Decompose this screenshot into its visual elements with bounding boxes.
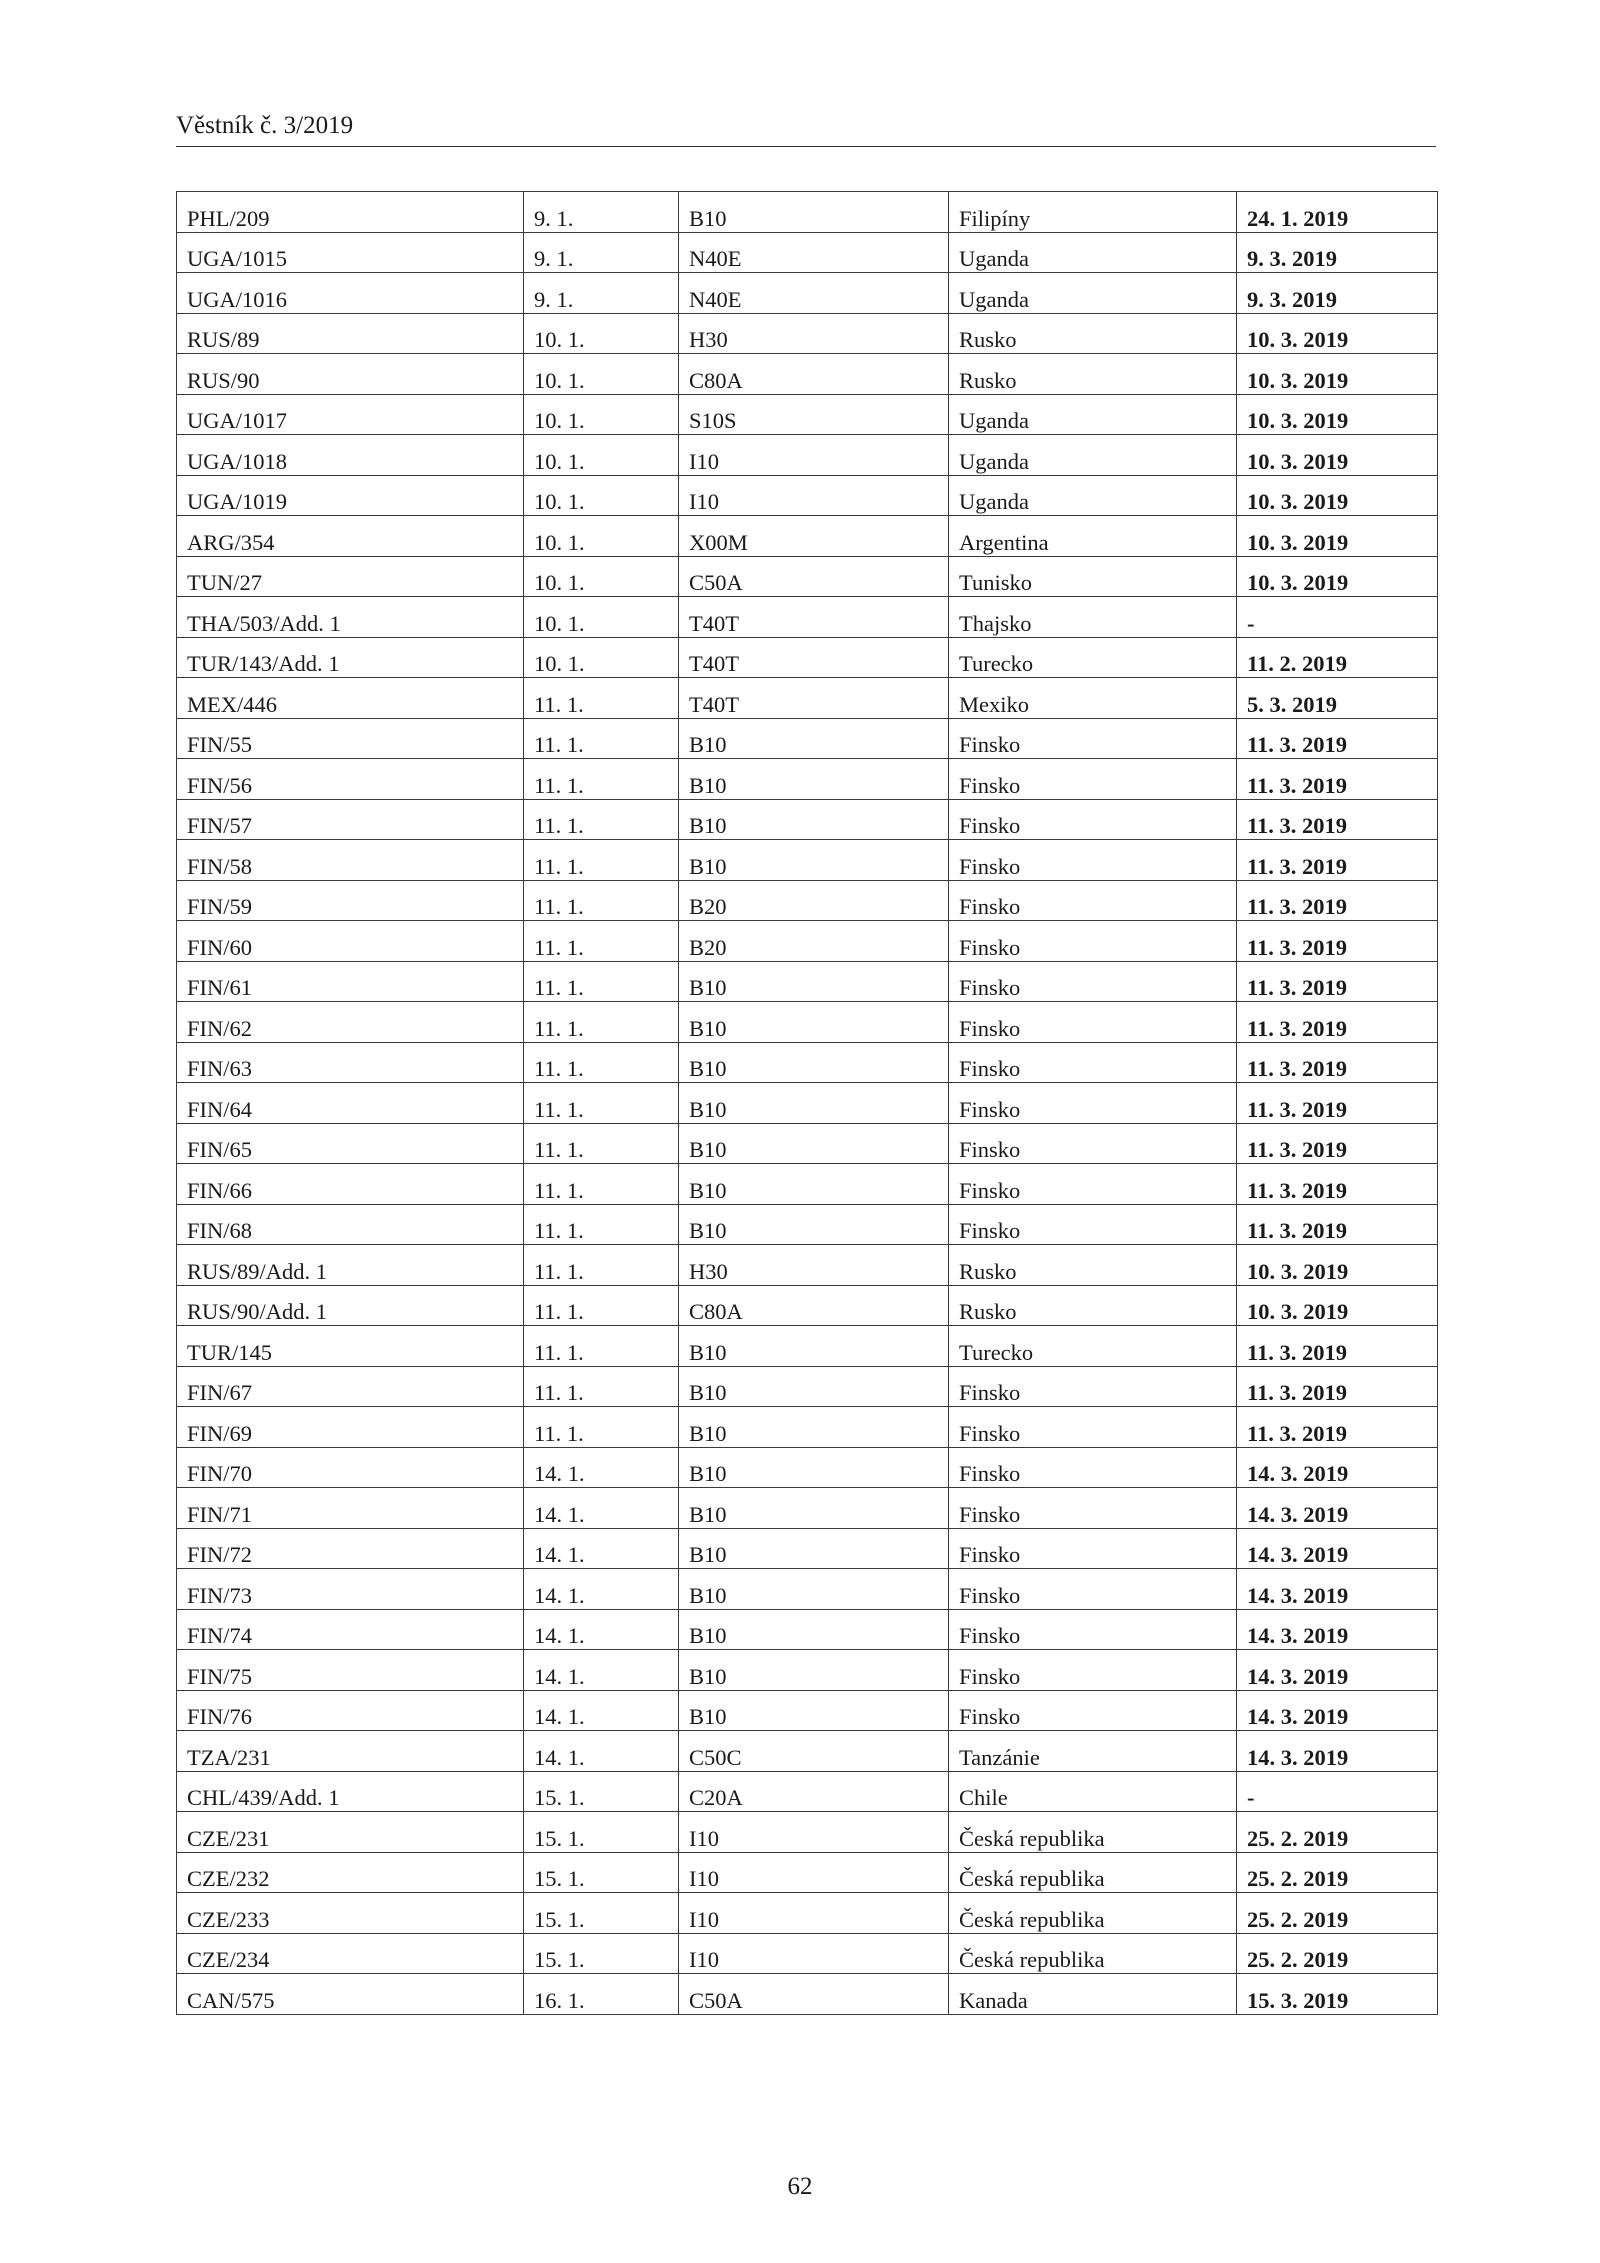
cell-code: UGA/1016 (177, 273, 524, 314)
cell-category: B10 (679, 718, 949, 759)
cell-code: TUR/145 (177, 1326, 524, 1367)
cell-country: Finsko (949, 1204, 1237, 1245)
table-row (177, 1245, 1438, 1286)
table-row (177, 799, 1438, 840)
cell-deadline: 11. 3. 2019 (1237, 840, 1438, 881)
table-row (177, 880, 1438, 921)
cell-deadline: 10. 3. 2019 (1237, 394, 1438, 435)
cell-code: FIN/69 (177, 1407, 524, 1448)
cell-category: T40T (679, 597, 949, 638)
cell-date: 11. 1. (524, 961, 679, 1002)
cell-deadline: 11. 3. 2019 (1237, 1164, 1438, 1205)
cell-deadline: 10. 3. 2019 (1237, 354, 1438, 395)
cell-code: FIN/64 (177, 1083, 524, 1124)
cell-code: UGA/1015 (177, 232, 524, 273)
cell-country: Finsko (949, 1123, 1237, 1164)
cell-category: H30 (679, 1245, 949, 1286)
table-row (177, 475, 1438, 516)
cell-deadline: 11. 3. 2019 (1237, 961, 1438, 1002)
cell-code: FIN/66 (177, 1164, 524, 1205)
cell-date: 11. 1. (524, 678, 679, 719)
cell-date: 11. 1. (524, 799, 679, 840)
cell-date: 10. 1. (524, 435, 679, 476)
cell-code: RUS/90 (177, 354, 524, 395)
cell-category: B10 (679, 1164, 949, 1205)
table-row (177, 313, 1438, 354)
cell-deadline: - (1237, 1771, 1438, 1812)
cell-country: Uganda (949, 232, 1237, 273)
cell-code: FIN/75 (177, 1650, 524, 1691)
cell-country: Tunisko (949, 556, 1237, 597)
cell-category: S10S (679, 394, 949, 435)
cell-code: THA/503/Add. 1 (177, 597, 524, 638)
table-row (177, 921, 1438, 962)
cell-date: 10. 1. (524, 475, 679, 516)
cell-deadline: 11. 2. 2019 (1237, 637, 1438, 678)
cell-country: Finsko (949, 1488, 1237, 1529)
cell-category: B10 (679, 759, 949, 800)
cell-country: Rusko (949, 1245, 1237, 1286)
table-row (177, 1731, 1438, 1772)
cell-date: 10. 1. (524, 313, 679, 354)
cell-country: Finsko (949, 799, 1237, 840)
cell-code: TUR/143/Add. 1 (177, 637, 524, 678)
page-header (176, 112, 1436, 147)
cell-deadline: - (1237, 597, 1438, 638)
cell-country: Turecko (949, 1326, 1237, 1367)
cell-deadline: 11. 3. 2019 (1237, 1326, 1438, 1367)
table-row (177, 516, 1438, 557)
cell-category: B10 (679, 1326, 949, 1367)
cell-country: Argentina (949, 516, 1237, 557)
table-row (177, 273, 1438, 314)
cell-category: C50C (679, 1731, 949, 1772)
cell-category: B10 (679, 1650, 949, 1691)
cell-date: 11. 1. (524, 1326, 679, 1367)
cell-date: 14. 1. (524, 1447, 679, 1488)
cell-deadline: 5. 3. 2019 (1237, 678, 1438, 719)
cell-date: 11. 1. (524, 840, 679, 881)
table-row (177, 1812, 1438, 1853)
cell-date: 9. 1. (524, 192, 679, 233)
cell-code: RUS/90/Add. 1 (177, 1285, 524, 1326)
cell-country: Filipíny (949, 192, 1237, 233)
cell-category: T40T (679, 678, 949, 719)
table-row (177, 1974, 1438, 2015)
cell-code: RUS/89 (177, 313, 524, 354)
cell-deadline: 11. 3. 2019 (1237, 1002, 1438, 1043)
cell-deadline: 10. 3. 2019 (1237, 475, 1438, 516)
cell-deadline: 14. 3. 2019 (1237, 1447, 1438, 1488)
cell-deadline: 24. 1. 2019 (1237, 192, 1438, 233)
cell-country: Finsko (949, 1690, 1237, 1731)
table-row (177, 1407, 1438, 1448)
cell-code: RUS/89/Add. 1 (177, 1245, 524, 1286)
cell-deadline: 14. 3. 2019 (1237, 1569, 1438, 1610)
cell-code: FIN/68 (177, 1204, 524, 1245)
cell-deadline: 14. 3. 2019 (1237, 1528, 1438, 1569)
cell-category: B10 (679, 840, 949, 881)
cell-code: PHL/209 (177, 192, 524, 233)
cell-deadline: 10. 3. 2019 (1237, 1285, 1438, 1326)
cell-category: B10 (679, 1447, 949, 1488)
cell-date: 10. 1. (524, 556, 679, 597)
cell-category: N40E (679, 232, 949, 273)
cell-deadline: 11. 3. 2019 (1237, 880, 1438, 921)
cell-code: FIN/56 (177, 759, 524, 800)
cell-code: FIN/74 (177, 1609, 524, 1650)
cell-category: B10 (679, 1204, 949, 1245)
cell-date: 9. 1. (524, 273, 679, 314)
cell-deadline: 10. 3. 2019 (1237, 556, 1438, 597)
cell-country: Rusko (949, 1285, 1237, 1326)
cell-country: Chile (949, 1771, 1237, 1812)
cell-country: Rusko (949, 354, 1237, 395)
cell-deadline: 10. 3. 2019 (1237, 516, 1438, 557)
table-row (177, 192, 1438, 233)
cell-country: Finsko (949, 921, 1237, 962)
cell-category: B20 (679, 921, 949, 962)
cell-date: 11. 1. (524, 759, 679, 800)
cell-category: I10 (679, 1812, 949, 1853)
cell-country: Finsko (949, 1407, 1237, 1448)
table-row (177, 1852, 1438, 1893)
cell-country: Finsko (949, 1366, 1237, 1407)
cell-date: 11. 1. (524, 1204, 679, 1245)
cell-code: FIN/55 (177, 718, 524, 759)
cell-country: Finsko (949, 759, 1237, 800)
table-row (177, 1933, 1438, 1974)
cell-deadline: 25. 2. 2019 (1237, 1893, 1438, 1934)
cell-country: Česká republika (949, 1852, 1237, 1893)
cell-country: Finsko (949, 718, 1237, 759)
cell-category: C50A (679, 1974, 949, 2015)
table-row (177, 1447, 1438, 1488)
table-body (177, 192, 1438, 2015)
cell-code: FIN/57 (177, 799, 524, 840)
cell-category: H30 (679, 313, 949, 354)
journal-title: Věstník č. 3/2019 (176, 112, 354, 139)
cell-deadline: 11. 3. 2019 (1237, 1407, 1438, 1448)
cell-country: Finsko (949, 1164, 1237, 1205)
cell-country: Finsko (949, 1650, 1237, 1691)
table-row (177, 394, 1438, 435)
cell-date: 10. 1. (524, 516, 679, 557)
table-row (177, 1042, 1438, 1083)
cell-category: I10 (679, 1933, 949, 1974)
cell-code: FIN/61 (177, 961, 524, 1002)
cell-code: CAN/575 (177, 1974, 524, 2015)
cell-country: Finsko (949, 1528, 1237, 1569)
cell-deadline: 14. 3. 2019 (1237, 1690, 1438, 1731)
cell-deadline: 11. 3. 2019 (1237, 1083, 1438, 1124)
cell-deadline: 14. 3. 2019 (1237, 1731, 1438, 1772)
cell-category: B10 (679, 1407, 949, 1448)
cell-country: Uganda (949, 475, 1237, 516)
cell-country: Finsko (949, 1002, 1237, 1043)
cell-deadline: 14. 3. 2019 (1237, 1609, 1438, 1650)
cell-date: 15. 1. (524, 1893, 679, 1934)
cell-date: 15. 1. (524, 1852, 679, 1893)
cell-code: CZE/231 (177, 1812, 524, 1853)
cell-code: FIN/63 (177, 1042, 524, 1083)
cell-date: 15. 1. (524, 1812, 679, 1853)
cell-deadline: 11. 3. 2019 (1237, 718, 1438, 759)
cell-category: B20 (679, 880, 949, 921)
cell-code: FIN/59 (177, 880, 524, 921)
cell-date: 11. 1. (524, 1164, 679, 1205)
cell-date: 10. 1. (524, 637, 679, 678)
cell-deadline: 25. 2. 2019 (1237, 1933, 1438, 1974)
cell-code: FIN/71 (177, 1488, 524, 1529)
table-row (177, 1204, 1438, 1245)
cell-deadline: 9. 3. 2019 (1237, 273, 1438, 314)
cell-date: 14. 1. (524, 1569, 679, 1610)
cell-deadline: 9. 3. 2019 (1237, 232, 1438, 273)
cell-code: ARG/354 (177, 516, 524, 557)
table-row (177, 354, 1438, 395)
cell-date: 10. 1. (524, 597, 679, 638)
cell-code: FIN/65 (177, 1123, 524, 1164)
cell-country: Mexiko (949, 678, 1237, 719)
cell-code: TUN/27 (177, 556, 524, 597)
cell-date: 11. 1. (524, 1366, 679, 1407)
cell-country: Kanada (949, 1974, 1237, 2015)
cell-code: FIN/70 (177, 1447, 524, 1488)
table-row (177, 1366, 1438, 1407)
cell-date: 14. 1. (524, 1609, 679, 1650)
cell-country: Uganda (949, 435, 1237, 476)
cell-country: Česká republika (949, 1933, 1237, 1974)
cell-deadline: 11. 3. 2019 (1237, 921, 1438, 962)
cell-code: FIN/67 (177, 1366, 524, 1407)
cell-code: CZE/232 (177, 1852, 524, 1893)
cell-date: 11. 1. (524, 1123, 679, 1164)
cell-category: C20A (679, 1771, 949, 1812)
cell-date: 10. 1. (524, 354, 679, 395)
cell-country: Finsko (949, 1569, 1237, 1610)
cell-date: 16. 1. (524, 1974, 679, 2015)
cell-deadline: 25. 2. 2019 (1237, 1852, 1438, 1893)
cell-country: Tanzánie (949, 1731, 1237, 1772)
cell-category: B10 (679, 799, 949, 840)
cell-date: 14. 1. (524, 1650, 679, 1691)
cell-country: Thajsko (949, 597, 1237, 638)
cell-date: 11. 1. (524, 921, 679, 962)
cell-country: Uganda (949, 394, 1237, 435)
cell-deadline: 25. 2. 2019 (1237, 1812, 1438, 1853)
cell-deadline: 11. 3. 2019 (1237, 1204, 1438, 1245)
table-row (177, 556, 1438, 597)
table-row (177, 961, 1438, 1002)
cell-category: I10 (679, 475, 949, 516)
cell-category: B10 (679, 1042, 949, 1083)
cell-deadline: 11. 3. 2019 (1237, 1366, 1438, 1407)
table-row (177, 1488, 1438, 1529)
cell-date: 14. 1. (524, 1528, 679, 1569)
table-row (177, 1609, 1438, 1650)
cell-country: Česká republika (949, 1812, 1237, 1853)
cell-deadline: 14. 3. 2019 (1237, 1650, 1438, 1691)
table-row (177, 435, 1438, 476)
cell-date: 11. 1. (524, 1245, 679, 1286)
cell-date: 11. 1. (524, 1407, 679, 1448)
table-row (177, 1164, 1438, 1205)
cell-deadline: 15. 3. 2019 (1237, 1974, 1438, 2015)
cell-code: CHL/439/Add. 1 (177, 1771, 524, 1812)
cell-category: I10 (679, 1893, 949, 1934)
table-row (177, 1285, 1438, 1326)
cell-category: B10 (679, 1002, 949, 1043)
cell-country: Finsko (949, 1447, 1237, 1488)
cell-code: FIN/58 (177, 840, 524, 881)
table-row (177, 232, 1438, 273)
cell-category: C50A (679, 556, 949, 597)
cell-category: B10 (679, 1609, 949, 1650)
cell-category: B10 (679, 1690, 949, 1731)
cell-code: FIN/72 (177, 1528, 524, 1569)
cell-country: Finsko (949, 840, 1237, 881)
cell-date: 14. 1. (524, 1731, 679, 1772)
cell-deadline: 11. 3. 2019 (1237, 1123, 1438, 1164)
table-row (177, 597, 1438, 638)
cell-deadline: 11. 3. 2019 (1237, 799, 1438, 840)
table-row (177, 1528, 1438, 1569)
cell-deadline: 10. 3. 2019 (1237, 313, 1438, 354)
cell-country: Finsko (949, 961, 1237, 1002)
cell-deadline: 10. 3. 2019 (1237, 1245, 1438, 1286)
notifications-table (176, 191, 1438, 2015)
cell-code: UGA/1017 (177, 394, 524, 435)
cell-code: FIN/62 (177, 1002, 524, 1043)
table-row (177, 1123, 1438, 1164)
table-row (177, 1002, 1438, 1043)
cell-category: T40T (679, 637, 949, 678)
cell-category: X00M (679, 516, 949, 557)
cell-date: 11. 1. (524, 880, 679, 921)
cell-deadline: 14. 3. 2019 (1237, 1488, 1438, 1529)
cell-category: B10 (679, 1366, 949, 1407)
table-row (177, 1326, 1438, 1367)
cell-category: B10 (679, 1083, 949, 1124)
cell-code: FIN/73 (177, 1569, 524, 1610)
cell-category: I10 (679, 1852, 949, 1893)
cell-category: B10 (679, 1569, 949, 1610)
table-row (177, 637, 1438, 678)
cell-category: B10 (679, 1123, 949, 1164)
cell-country: Turecko (949, 637, 1237, 678)
table-row (177, 759, 1438, 800)
cell-category: N40E (679, 273, 949, 314)
cell-date: 15. 1. (524, 1933, 679, 1974)
cell-code: TZA/231 (177, 1731, 524, 1772)
cell-date: 11. 1. (524, 1083, 679, 1124)
cell-category: B10 (679, 1488, 949, 1529)
cell-code: CZE/234 (177, 1933, 524, 1974)
table-row (177, 1771, 1438, 1812)
cell-code: UGA/1019 (177, 475, 524, 516)
cell-category: C80A (679, 1285, 949, 1326)
cell-date: 9. 1. (524, 232, 679, 273)
cell-category: C80A (679, 354, 949, 395)
cell-date: 11. 1. (524, 1285, 679, 1326)
cell-code: FIN/76 (177, 1690, 524, 1731)
table-row (177, 718, 1438, 759)
table-row (177, 678, 1438, 719)
cell-country: Rusko (949, 313, 1237, 354)
page-number: 62 (787, 2173, 813, 2200)
table-row (177, 1893, 1438, 1934)
cell-date: 11. 1. (524, 1002, 679, 1043)
cell-date: 15. 1. (524, 1771, 679, 1812)
cell-code: FIN/60 (177, 921, 524, 962)
cell-date: 14. 1. (524, 1488, 679, 1529)
cell-deadline: 10. 3. 2019 (1237, 435, 1438, 476)
cell-code: MEX/446 (177, 678, 524, 719)
cell-code: CZE/233 (177, 1893, 524, 1934)
cell-category: B10 (679, 1528, 949, 1569)
cell-category: B10 (679, 961, 949, 1002)
cell-category: I10 (679, 435, 949, 476)
table-row (177, 1083, 1438, 1124)
cell-date: 11. 1. (524, 1042, 679, 1083)
cell-category: B10 (679, 192, 949, 233)
table-row (177, 1569, 1438, 1610)
cell-date: 14. 1. (524, 1690, 679, 1731)
cell-country: Finsko (949, 1042, 1237, 1083)
table-row (177, 840, 1438, 881)
cell-code: UGA/1018 (177, 435, 524, 476)
cell-deadline: 11. 3. 2019 (1237, 759, 1438, 800)
cell-country: Finsko (949, 880, 1237, 921)
cell-date: 11. 1. (524, 718, 679, 759)
cell-country: Finsko (949, 1609, 1237, 1650)
cell-country: Uganda (949, 273, 1237, 314)
table-row (177, 1650, 1438, 1691)
cell-country: Finsko (949, 1083, 1237, 1124)
cell-deadline: 11. 3. 2019 (1237, 1042, 1438, 1083)
table-row (177, 1690, 1438, 1731)
cell-date: 10. 1. (524, 394, 679, 435)
cell-country: Česká republika (949, 1893, 1237, 1934)
